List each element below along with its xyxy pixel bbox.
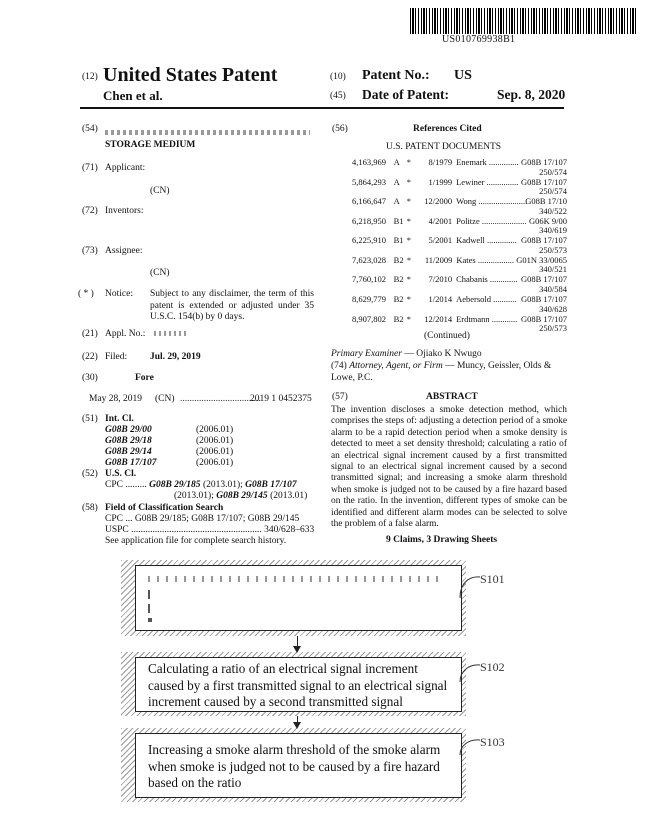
code-54: (54) — [82, 124, 98, 134]
arrow-2-head — [293, 722, 301, 729]
reference-cls: G08B 17/107 — [520, 176, 567, 187]
reference-k: A — [393, 196, 400, 207]
code-58: (58) — [82, 503, 98, 513]
abstract-heading: ABSTRACT — [426, 392, 478, 402]
code-21: (21) — [82, 329, 98, 339]
code-12: (12) — [82, 72, 98, 82]
intcl-label: Int. Cl. — [105, 414, 134, 424]
leader-s103 — [460, 740, 480, 755]
applicant-label: Applicant: — [105, 163, 146, 173]
us-docs-heading: U.S. PATENT DOCUMENTS — [386, 142, 502, 152]
code-45: (45) — [330, 91, 346, 101]
reference-subclass: 340/521 — [539, 264, 567, 275]
reference-no: 5,864,293 — [352, 176, 386, 187]
cpc-year-a: (2013.01); — [202, 480, 243, 490]
barcode — [410, 8, 636, 34]
reference-no: 6,166,647 — [352, 196, 386, 207]
cpc-code-b: G08B 17/107 — [245, 480, 297, 490]
reference-no: 8,907,802 — [352, 313, 386, 324]
reference-subclass: 250/573 — [539, 323, 567, 334]
reference-name: Chabanis ............. — [456, 274, 518, 285]
inventor-line: Chen et al. — [103, 88, 163, 103]
reference-name: Erdtmann ............ — [456, 313, 518, 324]
cpc-line-1 — [105, 480, 320, 492]
reference-cls: G06K 9/00 — [528, 215, 567, 226]
reference-date: 7/2010 — [428, 274, 453, 285]
box-s101-illegible-mark-1 — [148, 590, 150, 599]
reference-subclass: 340/628 — [539, 303, 567, 314]
reference-date: 12/2014 — [424, 313, 453, 324]
intcl-code-2: G08B 29/18 — [105, 436, 152, 446]
box-s101-illegible-mark-3 — [148, 618, 152, 622]
reference-s: * — [406, 176, 412, 187]
leader-s101 — [460, 577, 480, 598]
field-cpc: CPC ... G08B 29/185; G08B 17/107; G08B 29/145 — [105, 514, 300, 524]
reference-cls: G08B 17/107 — [520, 274, 567, 285]
reference-k: B1 — [393, 235, 404, 246]
patent-no-label: Patent No.: — [362, 68, 430, 83]
date-label: Date of Patent: — [362, 87, 449, 102]
date-value: Sep. 8, 2020 — [497, 87, 566, 102]
intcl-code-3: G08B 29/14 — [105, 447, 152, 457]
step-label-s102: S102 — [480, 660, 505, 674]
reference-row — [352, 275, 567, 294]
reference-row — [352, 295, 567, 314]
code-52: (52) — [82, 469, 98, 479]
reference-k: B2 — [393, 254, 404, 265]
code-57: (57) — [332, 392, 348, 402]
assignee-country: (CN) — [150, 268, 170, 278]
applicant-country: (CN) — [150, 186, 170, 196]
step-label-s101: S101 — [480, 572, 505, 586]
reference-name: Politze ..................... — [456, 215, 527, 226]
reference-date: 1/2014 — [428, 294, 453, 305]
reference-date: 12/2000 — [424, 196, 453, 207]
reference-row — [352, 158, 567, 177]
inventors-label: Inventors: — [105, 206, 144, 216]
reference-cls: G08B 17/107 — [520, 294, 567, 305]
reference-subclass: 340/584 — [539, 284, 567, 295]
reference-k: B2 — [393, 313, 404, 324]
reference-row — [352, 217, 567, 236]
claims-line: 9 Claims, 3 Drawing Sheets — [386, 535, 498, 545]
reference-subclass: 250/574 — [539, 166, 567, 177]
box-s102-text: Calculating a ratio of an electrical signal increment caused by a first transmitted signal to an electrical signal increment caused by a second transmitted signal — [148, 661, 448, 709]
box-s101 — [135, 565, 462, 631]
barcode-number: US010769938B1 — [442, 34, 516, 45]
reference-name: Kates ................. — [456, 254, 514, 265]
title-line-2: STORAGE MEDIUM — [105, 140, 196, 150]
reference-k: A — [393, 176, 400, 187]
field-see: See application file for complete search history. — [105, 536, 287, 546]
intcl-code-1: G08B 29/00 — [105, 425, 152, 435]
references-list — [352, 158, 567, 334]
attorney-line — [331, 361, 567, 384]
code-56: (56) — [332, 124, 348, 134]
abstract-text: The invention discloses a smoke detection method, which comprises the steps of: adjusting a detection period of a smoke alarm to be a rapid detection period when a smoke density is detected to meet a set density threshold; calculating a ratio of an electrical signal increment caused by a first transmitted signal to an electrical signal increment caused by a second transmitted signal; and increasing a smoke alarm threshold when smoke is judged not to be caused by a fire hazard based on the ratio. In the invention, different types of smoke can be identified and different alarm modes can be selected to solve the problem of a false alarm. — [331, 405, 567, 530]
reference-s: * — [406, 274, 412, 285]
examiner-label: Primary Examiner — [331, 349, 402, 359]
examiner-name: — Ojiako K Nwugo — [404, 349, 482, 359]
reference-name: Wong ....................... — [456, 196, 528, 207]
reference-s: * — [406, 215, 412, 226]
appl-number-illegible — [154, 331, 186, 336]
code-73: (73) — [82, 246, 98, 256]
priority-dots: .................................. — [180, 394, 261, 404]
arrow-1-line — [297, 636, 298, 646]
intcl-year-4: (2006.01) — [196, 458, 234, 468]
patent-no-value: US — [454, 68, 472, 83]
filed-label: Filed: — [105, 352, 128, 362]
priority-number: 2019 1 0452375 — [250, 394, 312, 404]
reference-cls: G08B 17/107 — [520, 313, 567, 324]
cpc-line-2 — [174, 491, 307, 503]
code-22: (22) — [82, 352, 98, 362]
intcl-year-1: (2006.01) — [196, 425, 234, 435]
code-10: (10) — [330, 72, 346, 82]
reference-cls: G08B 17/107 — [520, 157, 567, 167]
reference-cls: G08B 17/10 — [525, 196, 567, 207]
attorney-label: Attorney, Agent, or Firm — [349, 361, 443, 371]
header-rule — [80, 107, 564, 109]
cpc-label: CPC ......... — [105, 480, 147, 490]
reference-s: * — [406, 313, 412, 324]
uscl-label: U.S. Cl. — [105, 469, 137, 479]
priority-date: May 28, 2019 — [89, 394, 143, 404]
box-s103-text: Increasing a smoke alarm threshold of the smoke alarm when smoke is judged not to be caused by a fire hazard based on the ratio — [148, 742, 441, 790]
leader-s102 — [460, 665, 480, 682]
reference-s: * — [406, 235, 412, 246]
continued: (Continued) — [424, 331, 470, 341]
assignee-label: Assignee: — [105, 246, 143, 256]
code-notice: ( * ) — [78, 289, 94, 299]
leader-lines — [440, 570, 490, 760]
reference-date: 11/2009 — [424, 254, 453, 265]
refs-heading: References Cited — [413, 124, 482, 134]
code-30: (30) — [82, 373, 98, 383]
code-71: (71) — [82, 163, 98, 173]
box-s101-illegible-mark-2 — [148, 604, 150, 613]
examiner-line — [331, 349, 482, 361]
reference-date: 1/1999 — [428, 176, 453, 187]
patent-title: United States Patent — [103, 64, 278, 86]
reference-s: * — [406, 254, 412, 265]
reference-name: Lewiner ............... — [456, 176, 519, 187]
reference-no: 6,218,950 — [352, 215, 386, 226]
reference-row — [352, 256, 567, 275]
intcl-year-3: (2006.01) — [196, 447, 234, 457]
code-74: (74) — [331, 361, 347, 371]
foreign-label: Fore — [135, 373, 154, 383]
reference-k: B2 — [393, 274, 404, 285]
reference-cls: G01N 33/0065 — [516, 254, 567, 265]
field-uspc: USPC ....................................................... 340/628–633 — [105, 525, 315, 535]
reference-date: 8/1979 — [428, 157, 453, 167]
reference-row — [352, 197, 567, 216]
reference-k: A — [393, 157, 400, 167]
reference-row — [352, 178, 567, 197]
reference-k: B2 — [393, 294, 404, 305]
intcl-code-4: G08B 17/107 — [105, 458, 157, 468]
reference-name: Kadwell .............. — [456, 235, 517, 246]
reference-subclass: 250/573 — [539, 244, 567, 255]
reference-subclass: 340/619 — [539, 225, 567, 236]
cpc-code-c: G08B 29/145 — [216, 491, 268, 501]
reference-name: Aebersold ........... — [456, 294, 517, 305]
reference-cls: G08B 17/107 — [520, 235, 567, 246]
filed-value: Jul. 29, 2019 — [150, 352, 201, 362]
reference-no: 4,163,969 — [352, 157, 386, 167]
cpc-year-b: (2013.01); — [174, 491, 214, 501]
step-label-s103: S103 — [480, 735, 505, 749]
appl-label: Appl. No.: — [105, 329, 146, 339]
reference-no: 7,623,028 — [352, 254, 386, 265]
arrow-1-head — [293, 646, 301, 653]
cpc-code-a: G08B 29/185 — [149, 480, 201, 490]
reference-row — [352, 236, 567, 255]
box-s103 — [135, 733, 462, 798]
reference-s: * — [406, 294, 412, 305]
intcl-year-2: (2006.01) — [196, 436, 234, 446]
reference-no: 8,629,779 — [352, 294, 386, 305]
reference-s: * — [406, 196, 412, 207]
priority-country: (CN) — [155, 394, 175, 404]
attorney-name: — Muncy, Geissler, Olds & Lowe, P.C. — [331, 361, 552, 383]
notice-text: Subject to any disclaimer, the term of this patent is extended or adjusted under 35 U.S.C. 154(b) by 0 days. — [150, 289, 314, 322]
cpc-year-c: (2013.01) — [270, 491, 308, 501]
reference-no: 6,225,910 — [352, 235, 386, 246]
box-s102 — [135, 657, 462, 712]
code-51: (51) — [82, 414, 98, 424]
reference-name: Enemark .............. — [456, 157, 519, 167]
reference-subclass: 250/574 — [539, 186, 567, 197]
reference-s: * — [406, 157, 412, 167]
reference-subclass: 340/522 — [539, 205, 567, 216]
field-label: Field of Classification Search — [105, 503, 224, 513]
reference-date: 4/2001 — [428, 215, 453, 226]
notice-label: Notice: — [105, 289, 133, 299]
reference-k: B1 — [393, 215, 404, 226]
box-s101-illegible-line-1 — [148, 576, 438, 582]
title-line-illegible — [105, 130, 310, 135]
reference-no: 7,760,102 — [352, 274, 386, 285]
reference-date: 5/2001 — [428, 235, 453, 246]
code-72: (72) — [82, 206, 98, 216]
